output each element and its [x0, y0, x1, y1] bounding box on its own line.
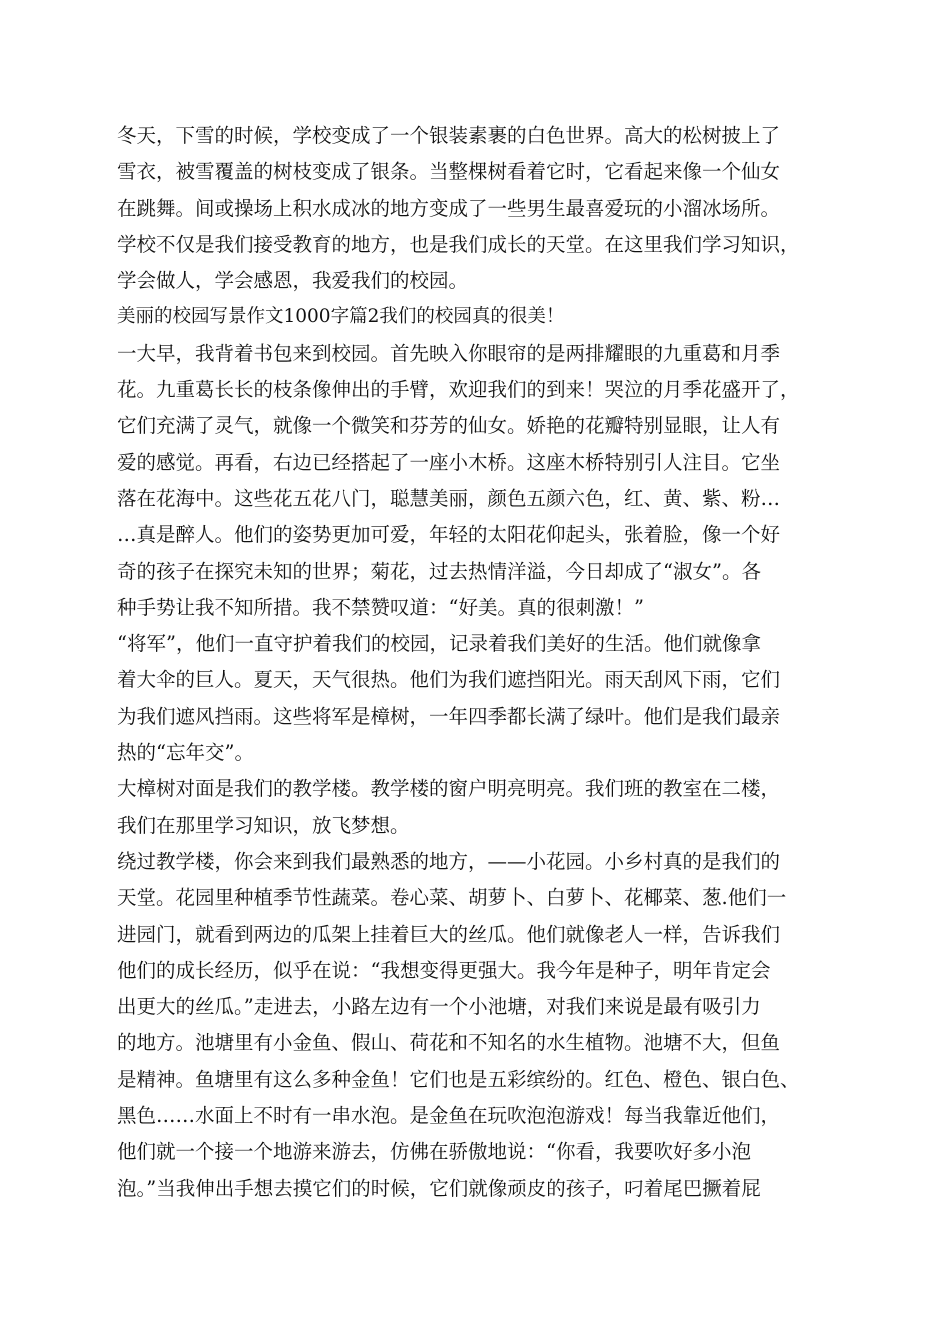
text-line: 花。九重葛长长的枝条像伸出的手臂，欢迎我们的到来！哭泣的月季花盛开了，	[117, 378, 800, 402]
text-line: 落在花海中。这些花五花八门，聪慧美丽，颜色五颜六色，红、黄、紫、粉…	[117, 486, 781, 510]
text-line: …真是醉人。他们的姿势更加可爱，年轻的太阳花仰起头，张着脸，像一个好	[117, 523, 781, 547]
text-line: 出更大的丝瓜。”走进去，小路左边有一个小池塘，对我们来说是最有吸引力	[117, 995, 761, 1019]
text-line: 他们的成长经历，似乎在说：“我想变得更强大。我今年是种子，明年肯定会	[117, 958, 771, 982]
section-heading: 美丽的校园写景作文1000字篇2我们的校园真的很美！	[117, 306, 565, 328]
text-line: 奇的孩子在探究未知的世界；菊花，过去热情洋溢，今日却成了“淑女”。各	[117, 559, 761, 583]
text-line: 绕过教学楼，你会来到我们最熟悉的地方，——小花园。小乡村真的是我们的	[117, 849, 781, 873]
text-line: 一大早，我背着书包来到校园。首先映入你眼帘的是两排耀眼的九重葛和月季	[117, 341, 781, 365]
text-body	[117, 118, 837, 1207]
text-line: 种手势让我不知所措。我不禁赞叹道：“好美。真的很刺激！”	[117, 595, 644, 619]
text-line: 的地方。池塘里有小金鱼、假山、荷花和不知名的水生植物。池塘不大，但鱼	[117, 1031, 781, 1055]
text-line: 冬天，下雪的时候，学校变成了一个银装素裹的白色世界。高大的松树披上了	[117, 124, 781, 147]
text-line: 我们在那里学习知识，放飞梦想。	[117, 813, 410, 837]
text-line: 他们就一个接一个地游来游去，仿佛在骄傲地说：“你看，我要吹好多小泡	[117, 1140, 751, 1164]
text-line: 学会做人，学会感恩，我爱我们的校园。	[117, 269, 469, 293]
text-line: 为我们遮风挡雨。这些将军是樟树，一年四季都长满了绿叶。他们是我们最亲	[117, 704, 781, 728]
text-line: 是精神。鱼塘里有这么多种金鱼！它们也是五彩缤纷的。红色、橙色、银白色、	[117, 1067, 800, 1091]
text-line: “将军”，他们一直守护着我们的校园，记录着我们美好的生活。他们就像拿	[117, 632, 761, 656]
text-line: 天堂。花园里种植季节性蔬菜。卷心菜、胡萝卜、白萝卜、花椰菜、葱.他们一	[117, 886, 787, 910]
text-line: 热的“忘年交”。	[117, 741, 254, 765]
text-line: 学校不仅是我们接受教育的地方，也是我们成长的天堂。在这里我们学习知识，	[117, 232, 800, 256]
text-line: 爱的感觉。再看，右边已经搭起了一座小木桥。这座木桥特别引人注目。它坐	[117, 450, 781, 474]
text-line: 着大伞的巨人。夏天，天气很热。他们为我们遮挡阳光。雨天刮风下雨，它们	[117, 668, 781, 692]
text-line: 它们充满了灵气，就像一个微笑和芬芳的仙女。娇艳的花瓣特别显眼，让人有	[117, 414, 781, 438]
text-line: 大樟树对面是我们的教学楼。教学楼的窗户明亮明亮。我们班的教室在二楼，	[117, 777, 781, 801]
text-line: 雪衣，被雪覆盖的树枝变成了银条。当整棵树看着它时，它看起来像一个仙女	[117, 160, 781, 184]
text-line: 泡。”当我伸出手想去摸它们的时候，它们就像顽皮的孩子，叼着尾巴撅着屁	[117, 1176, 761, 1200]
text-line: 黑色……水面上不时有一串水泡。是金鱼在玩吹泡泡游戏！每当我靠近他们，	[117, 1104, 781, 1128]
text-line: 进园门，就看到两边的瓜架上挂着巨大的丝瓜。他们就像老人一样，告诉我们	[117, 922, 781, 946]
text-line: 在跳舞。间或操场上积水成冰的地方变成了一些男生最喜爱玩的小溜冰场所。	[117, 196, 781, 220]
